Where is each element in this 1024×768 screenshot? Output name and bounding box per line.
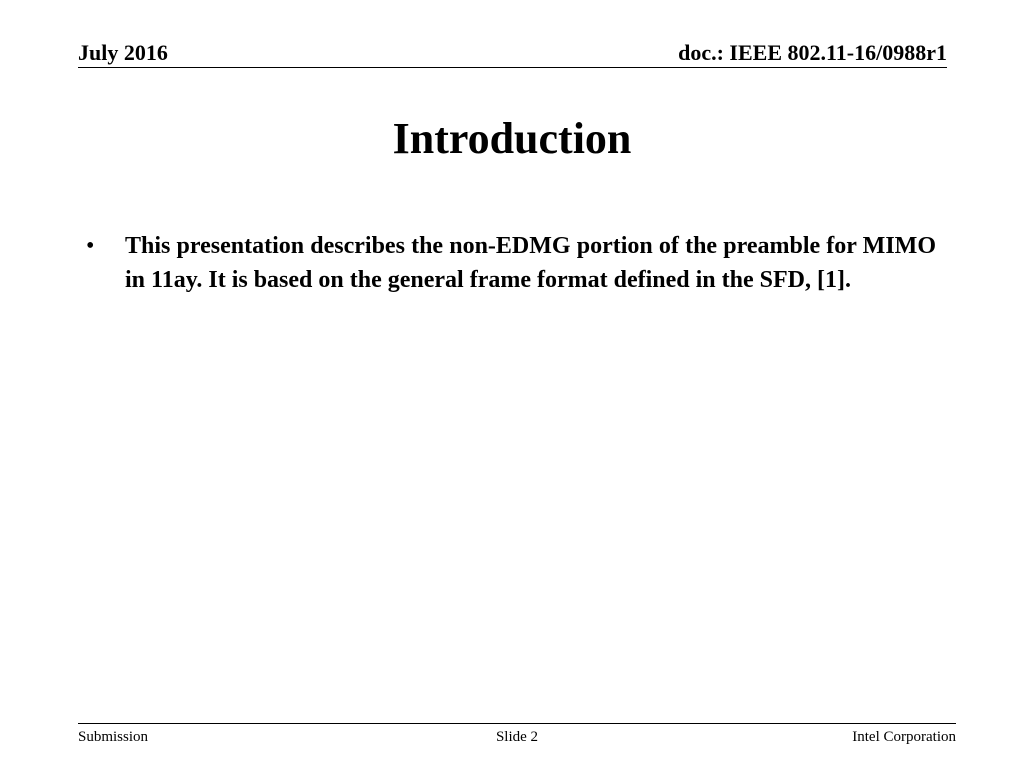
header-divider <box>78 67 947 68</box>
bullet-text: This presentation describes the non-EDMG portion of the preamble for MIMO in 11ay. It is based on the general frame format defined in the SFD, [1]. <box>125 233 936 293</box>
footer-slide-number: Slide 2 <box>495 729 539 745</box>
bullet-marker: • <box>86 233 95 259</box>
footer-submission: Submission <box>78 729 149 745</box>
bullet-item <box>78 229 936 297</box>
footer-organization: Intel Corporation <box>852 729 956 745</box>
header-date: July 2016 <box>78 40 168 65</box>
header-doc-id: doc.: IEEE 802.11-16/0988r1 <box>678 40 947 65</box>
bullet-list <box>78 229 936 297</box>
footer-divider <box>78 723 956 724</box>
slide-title: Introduction <box>392 114 632 163</box>
